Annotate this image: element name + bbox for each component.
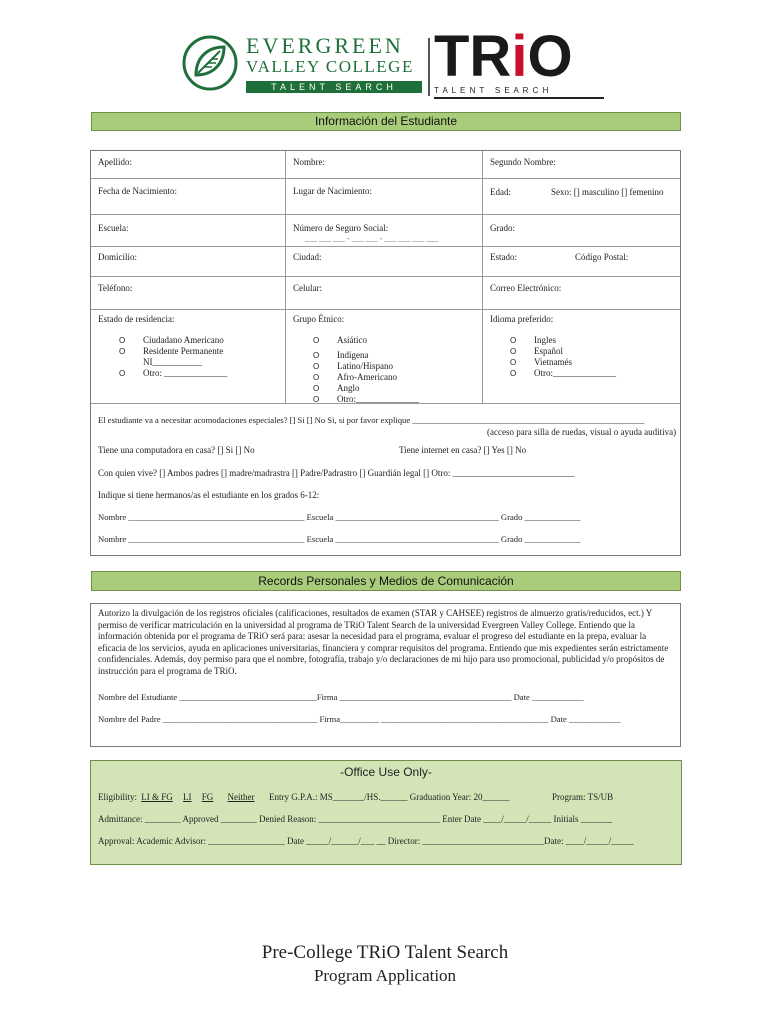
evergreen-talent-bar: TALENT SEARCH xyxy=(246,81,422,93)
elig-option[interactable]: LI & FG xyxy=(141,792,173,802)
etnico-option[interactable]: O Latino/Hispano xyxy=(313,361,393,371)
eligibility-row xyxy=(98,792,255,802)
codigo-postal-field[interactable]: Código Postal: xyxy=(575,252,629,262)
segundo-nombre-field[interactable]: Segundo Nombre: xyxy=(490,157,556,167)
computadora-question[interactable]: Tiene una computadora en casa? [] Si [] No xyxy=(98,445,255,455)
records-form xyxy=(90,603,681,747)
student-info-form xyxy=(90,150,681,556)
nombre-field[interactable]: Nombre: xyxy=(293,157,325,167)
sexo-field[interactable]: Sexo: [] masculino [] femenino xyxy=(551,187,664,197)
estado-residencia-label: Estado de residencia: xyxy=(98,314,175,324)
entry-gpa-line[interactable]: Entry G.P.A.: MS_______/HS.______ Graduation Year: 20______ xyxy=(269,792,510,802)
office-use-panel xyxy=(90,760,682,865)
fecha-nacimiento-field[interactable]: Fecha de Nacimiento: xyxy=(98,186,177,196)
residencia-option[interactable]: NI___________ xyxy=(143,357,202,367)
correo-field[interactable]: Correo Electrónico: xyxy=(490,283,562,293)
apellido-field[interactable]: Apellido: xyxy=(98,157,132,167)
idioma-options xyxy=(510,335,616,379)
grupo-etnico-label: Grupo Étnico: xyxy=(293,314,345,324)
internet-question[interactable]: Tiene internet en casa? [] Yes [] No xyxy=(399,445,527,455)
elig-option[interactable]: FG xyxy=(201,792,214,802)
leaf-seal-icon xyxy=(182,35,238,91)
etnico-option[interactable]: O Otro:______________ xyxy=(313,394,419,404)
records-title: Records Personales y Medios de Comunicación xyxy=(91,571,681,591)
admittance-line[interactable]: Admittance: ________ Approved ________ Denied Reason: ___________________________ Enter Date ____/_____/_____ Initials _______ xyxy=(98,814,613,824)
office-title: -Office Use Only- xyxy=(340,765,432,779)
evergreen-logo xyxy=(180,33,430,97)
elig-neither[interactable]: Neither xyxy=(227,792,255,802)
seguro-social-blank: ___ ___ ___ - ___ ___ - ___ ___ ___ ___ xyxy=(305,234,439,243)
seguro-social-field[interactable]: Número de Seguro Social: xyxy=(293,223,389,233)
evergreen-line2: VALLEY COLLEGE xyxy=(246,57,414,76)
idioma-option[interactable]: O Español xyxy=(510,346,563,356)
telefono-field[interactable]: Teléfono: xyxy=(98,283,133,293)
trio-subtitle: T A L E N T S E A R C H xyxy=(434,86,550,95)
footer-title: Pre-College TRiO Talent Search xyxy=(261,942,509,963)
trio-logo: TRiO T A L E N T S E A R C H xyxy=(434,28,584,100)
elig-option[interactable]: LI xyxy=(183,792,192,802)
etnico-option[interactable]: O Anglo xyxy=(313,383,360,393)
student-signature-line[interactable]: Nombre del Estudiante ________________________________Firma ________________________________________ Date ____________ xyxy=(98,692,584,702)
etnico-option[interactable]: O Asiático xyxy=(313,335,367,345)
idioma-option[interactable]: O Ingles xyxy=(510,335,556,345)
vive-question[interactable]: Con quien vive? [] Ambos padres [] madre/madrastra [] Padre/Padrastro [] Guardián legal [] Otro: ___________________________ xyxy=(98,468,575,478)
parent-signature-line[interactable]: Nombre del Padre ____________________________________ Firma_________ _______________________________________ Date ____________ xyxy=(98,714,621,724)
hermano-row[interactable]: Nombre _________________________________________ Escuela ______________________________________ Grado _____________ xyxy=(98,512,581,522)
hermanos-question: Indique si tiene hermanos/as el estudiante en los grados 6-12: xyxy=(98,490,320,500)
idioma-option[interactable]: O Vietnamés xyxy=(510,357,572,367)
idioma-option[interactable]: O Otro:______________ xyxy=(510,368,616,378)
logo-divider xyxy=(428,38,430,96)
residencia-options xyxy=(119,335,227,379)
hermano-row[interactable]: Nombre _________________________________________ Escuela ______________________________________ Grado _____________ xyxy=(98,534,581,544)
residencia-option[interactable]: O Residente Permanente xyxy=(119,346,224,356)
residencia-option[interactable]: O Ciudadano Americano xyxy=(119,335,224,345)
footer-subtitle: Program Application xyxy=(313,966,457,985)
approval-line[interactable]: Approval: Academic Advisor: _________________ Date _____/______/___ __ Director: ___________________________Date: ____/_____/_____ xyxy=(98,836,634,846)
student-info-title: Información del Estudiante xyxy=(91,112,681,131)
celular-field[interactable]: Celular: xyxy=(293,283,322,293)
grado-field[interactable]: Grado: xyxy=(490,223,515,233)
domicilio-field[interactable]: Domicilio: xyxy=(98,252,137,262)
etnico-option[interactable]: O Afro-Americano xyxy=(313,372,397,382)
eligibility-label: Eligibility: xyxy=(98,792,138,802)
etnico-option[interactable]: O Indígena xyxy=(313,350,369,360)
trio-underline xyxy=(434,97,604,99)
evergreen-line1: EVERGREEN xyxy=(246,33,404,58)
etnico-options xyxy=(313,335,419,405)
acomodaciones-note: (acceso para silla de ruedas, visual o ayuda auditiva) xyxy=(487,427,677,437)
lugar-nacimiento-field[interactable]: Lugar de Nacimiento: xyxy=(293,186,372,196)
escuela-field[interactable]: Escuela: xyxy=(98,223,129,233)
idioma-label: Idioma preferido: xyxy=(490,314,554,324)
acomodaciones-question[interactable]: El estudiante va a necesitar acomodaciones especiales? [] Si [] No Si, si por favor explique ______________________________________________________ xyxy=(98,415,645,425)
edad-field[interactable]: Edad: xyxy=(490,187,511,197)
program-line[interactable]: Program: TS/UB xyxy=(552,792,614,802)
records-paragraph: Autorizo la divulgación de los registros oficiales (calificaciones, resultados de examen (STAR y CAHSEE) registros de almuerzo gratis/reducidos, ect.) Y permiso de verificar matriculación en la universidad al programa de TRiO Talent Search de la universidad Evergreen Valley College. Entiendo que la información obtenida por el programa de TRiO será para: asesar la necesidad para el programa, evaluar el progreso del estudiante en la prepa, evaluar la eficacia de los servicios, ayuda en aplicaciones universitarias, financiera y comprar requisitos del programa. Entiendo que mis expedientes serán estrictamente confidenciales. Además, doy permiso para que el nombre, fotografía, trabajo y/o declaraciones de mi hijo para uso promocional, publicidad y/o propósitos de instrucción para el programa de TRiO. xyxy=(98,608,669,676)
estado-field[interactable]: Estado: xyxy=(490,252,517,262)
ciudad-field[interactable]: Ciudad: xyxy=(293,252,322,262)
residencia-option[interactable]: O Otro: ______________ xyxy=(119,368,228,378)
